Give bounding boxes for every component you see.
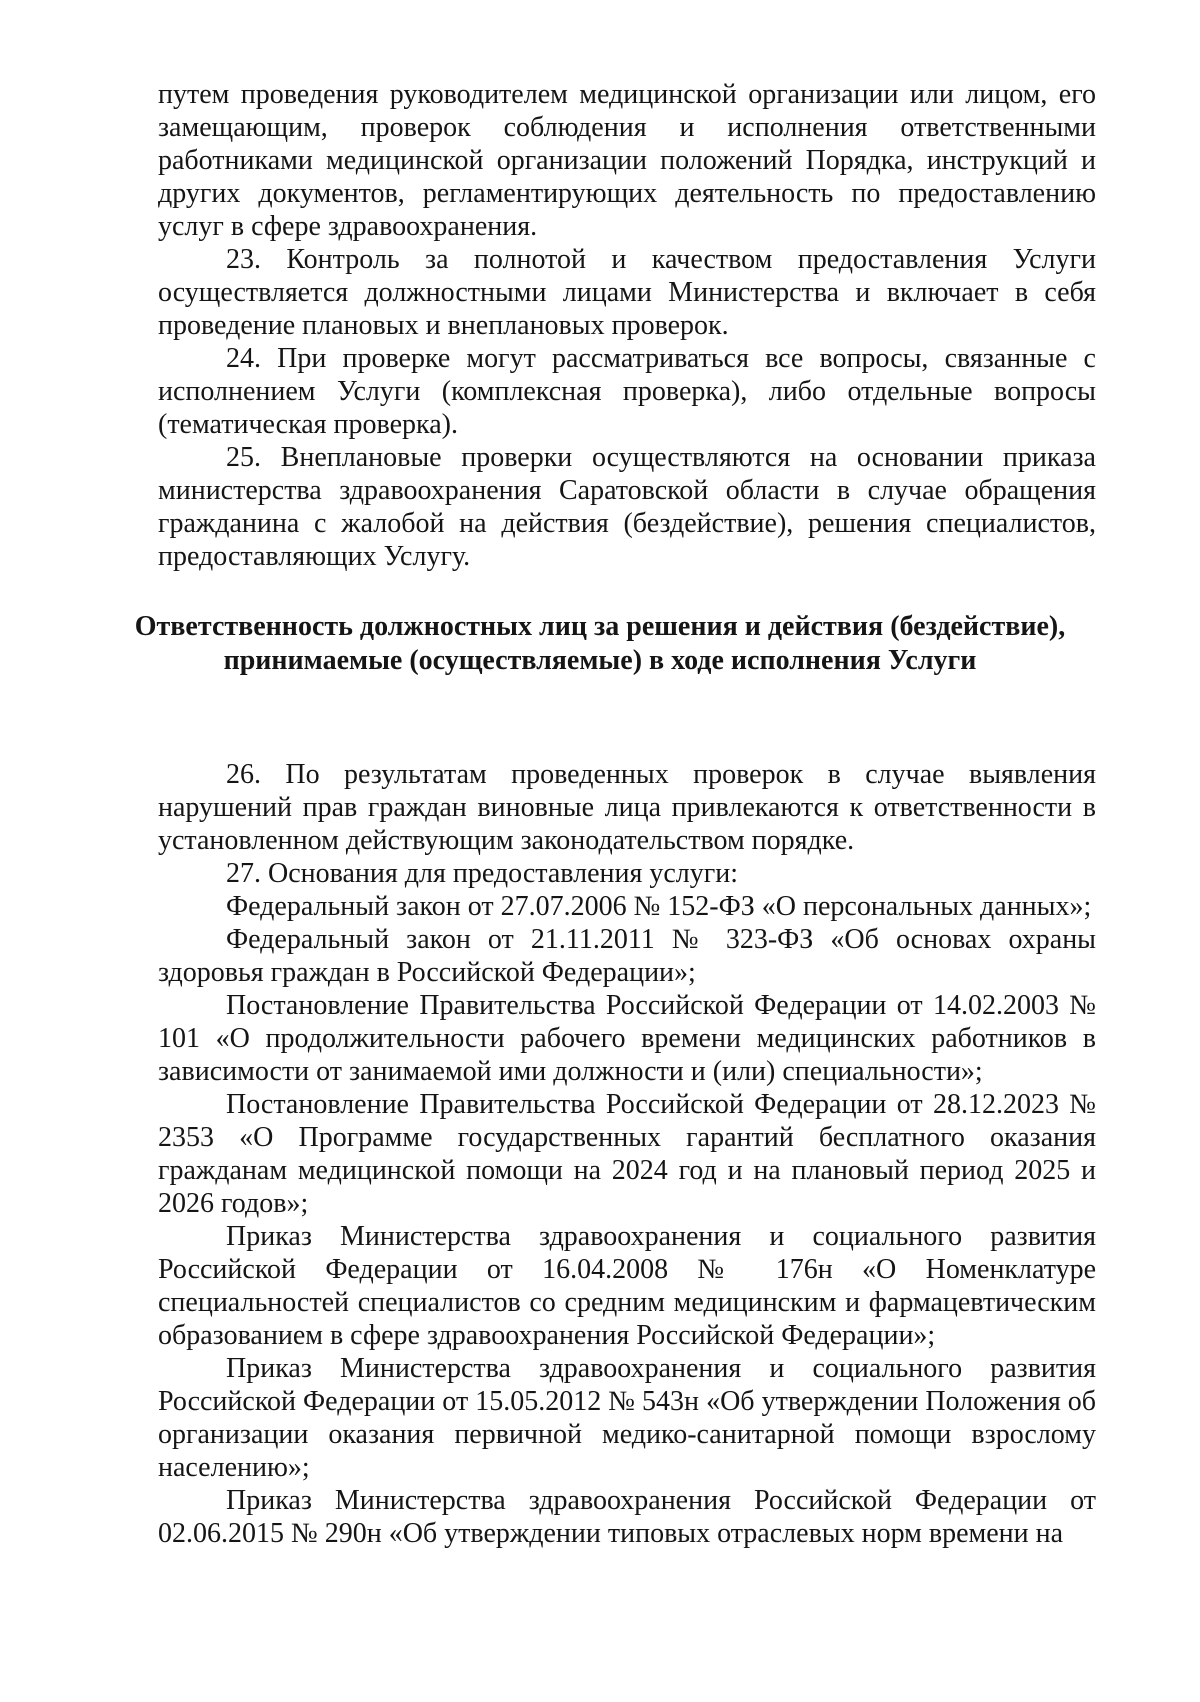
legal-basis-item: Федеральный закон от 27.07.2006 № 152-ФЗ «О персональных данных»; bbox=[226, 891, 1092, 922]
paragraph-26: 26. По результатам проведенных проверок в случае выявления нарушений прав граждан виновные лица привлекаются к ответственности в установленном действующим законодательством порядке. bbox=[158, 759, 1096, 856]
legal-basis-item: Приказ Министерства здравоохранения Российской Федерации от 02.06.2015 № 290н «Об утверждении типовых отраслевых норм времени на bbox=[158, 1485, 1096, 1549]
legal-basis-item: Постановление Правительства Российской Федерации от 28.12.2023 № 2353 «О Программе государственных гарантий бесплатного оказания гражданам медицинской помощи на 2024 год и на плановый период 2025 и 2026 годов»; bbox=[158, 1089, 1096, 1219]
paragraph-27: 27. Основания для предоставления услуги: bbox=[226, 858, 739, 889]
paragraph-24: 24. При проверке могут рассматриваться все вопросы, связанные с исполнением Услуги (комплексная проверка), либо отдельные вопросы (тематическая проверка). bbox=[158, 343, 1096, 440]
paragraph-25: 25. Внеплановые проверки осуществляются на основании приказа министерства здравоохранения Саратовской области в случае обращения гражданина с жалобой на действия (бездействие), решения специалистов, предоставляющих Услугу. bbox=[158, 442, 1096, 572]
paragraph-continuation: путем проведения руководителем медицинской организации или лицом, его замещающим, проверок соблюдения и исполнения ответственными работниками медицинской организации положений Порядка, инструкций и других документов, регламентирующих деятельность по предоставлению услуг в сфере здравоохранения. bbox=[158, 79, 1096, 242]
legal-basis-item: Приказ Министерства здравоохранения и социального развития Российской Федерации от 16.04.2008 № 176н «О Номенклатуре специальностей специалистов со средним медицинским и фармацевтическим образованием в сфере здравоохранения Российской Федерации»; bbox=[158, 1221, 1096, 1351]
section-heading-line2: принимаемые (осуществляемые) в ходе исполнения Услуги bbox=[223, 645, 977, 676]
section-responsibility bbox=[158, 758, 1096, 1550]
legal-basis-item: Приказ Министерства здравоохранения и социального развития Российской Федерации от 15.05.2012 № 543н «Об утверждении Положения об организации оказания первичной медико-санитарной помощи взрослому населению»; bbox=[158, 1353, 1096, 1483]
paragraph-23: 23. Контроль за полнотой и качеством предоставления Услуги осуществляется должностными лицами Министерства и включает в себя проведение плановых и внеплановых проверок. bbox=[158, 244, 1096, 341]
section-heading-line1: Ответственность должностных лиц за решения и действия (бездействие), bbox=[134, 611, 1066, 642]
section-heading bbox=[110, 610, 1090, 678]
legal-basis-item: Постановление Правительства Российской Федерации от 14.02.2003 № 101 «О продолжительности рабочего времени медицинских работников в зависимости от занимаемой ими должности и (или) специальности»; bbox=[158, 990, 1096, 1087]
section-control bbox=[158, 78, 1096, 573]
legal-basis-item: Федеральный закон от 21.11.2011 № 323-ФЗ «Об основах охраны здоровья граждан в Российской Федерации»; bbox=[158, 924, 1096, 988]
